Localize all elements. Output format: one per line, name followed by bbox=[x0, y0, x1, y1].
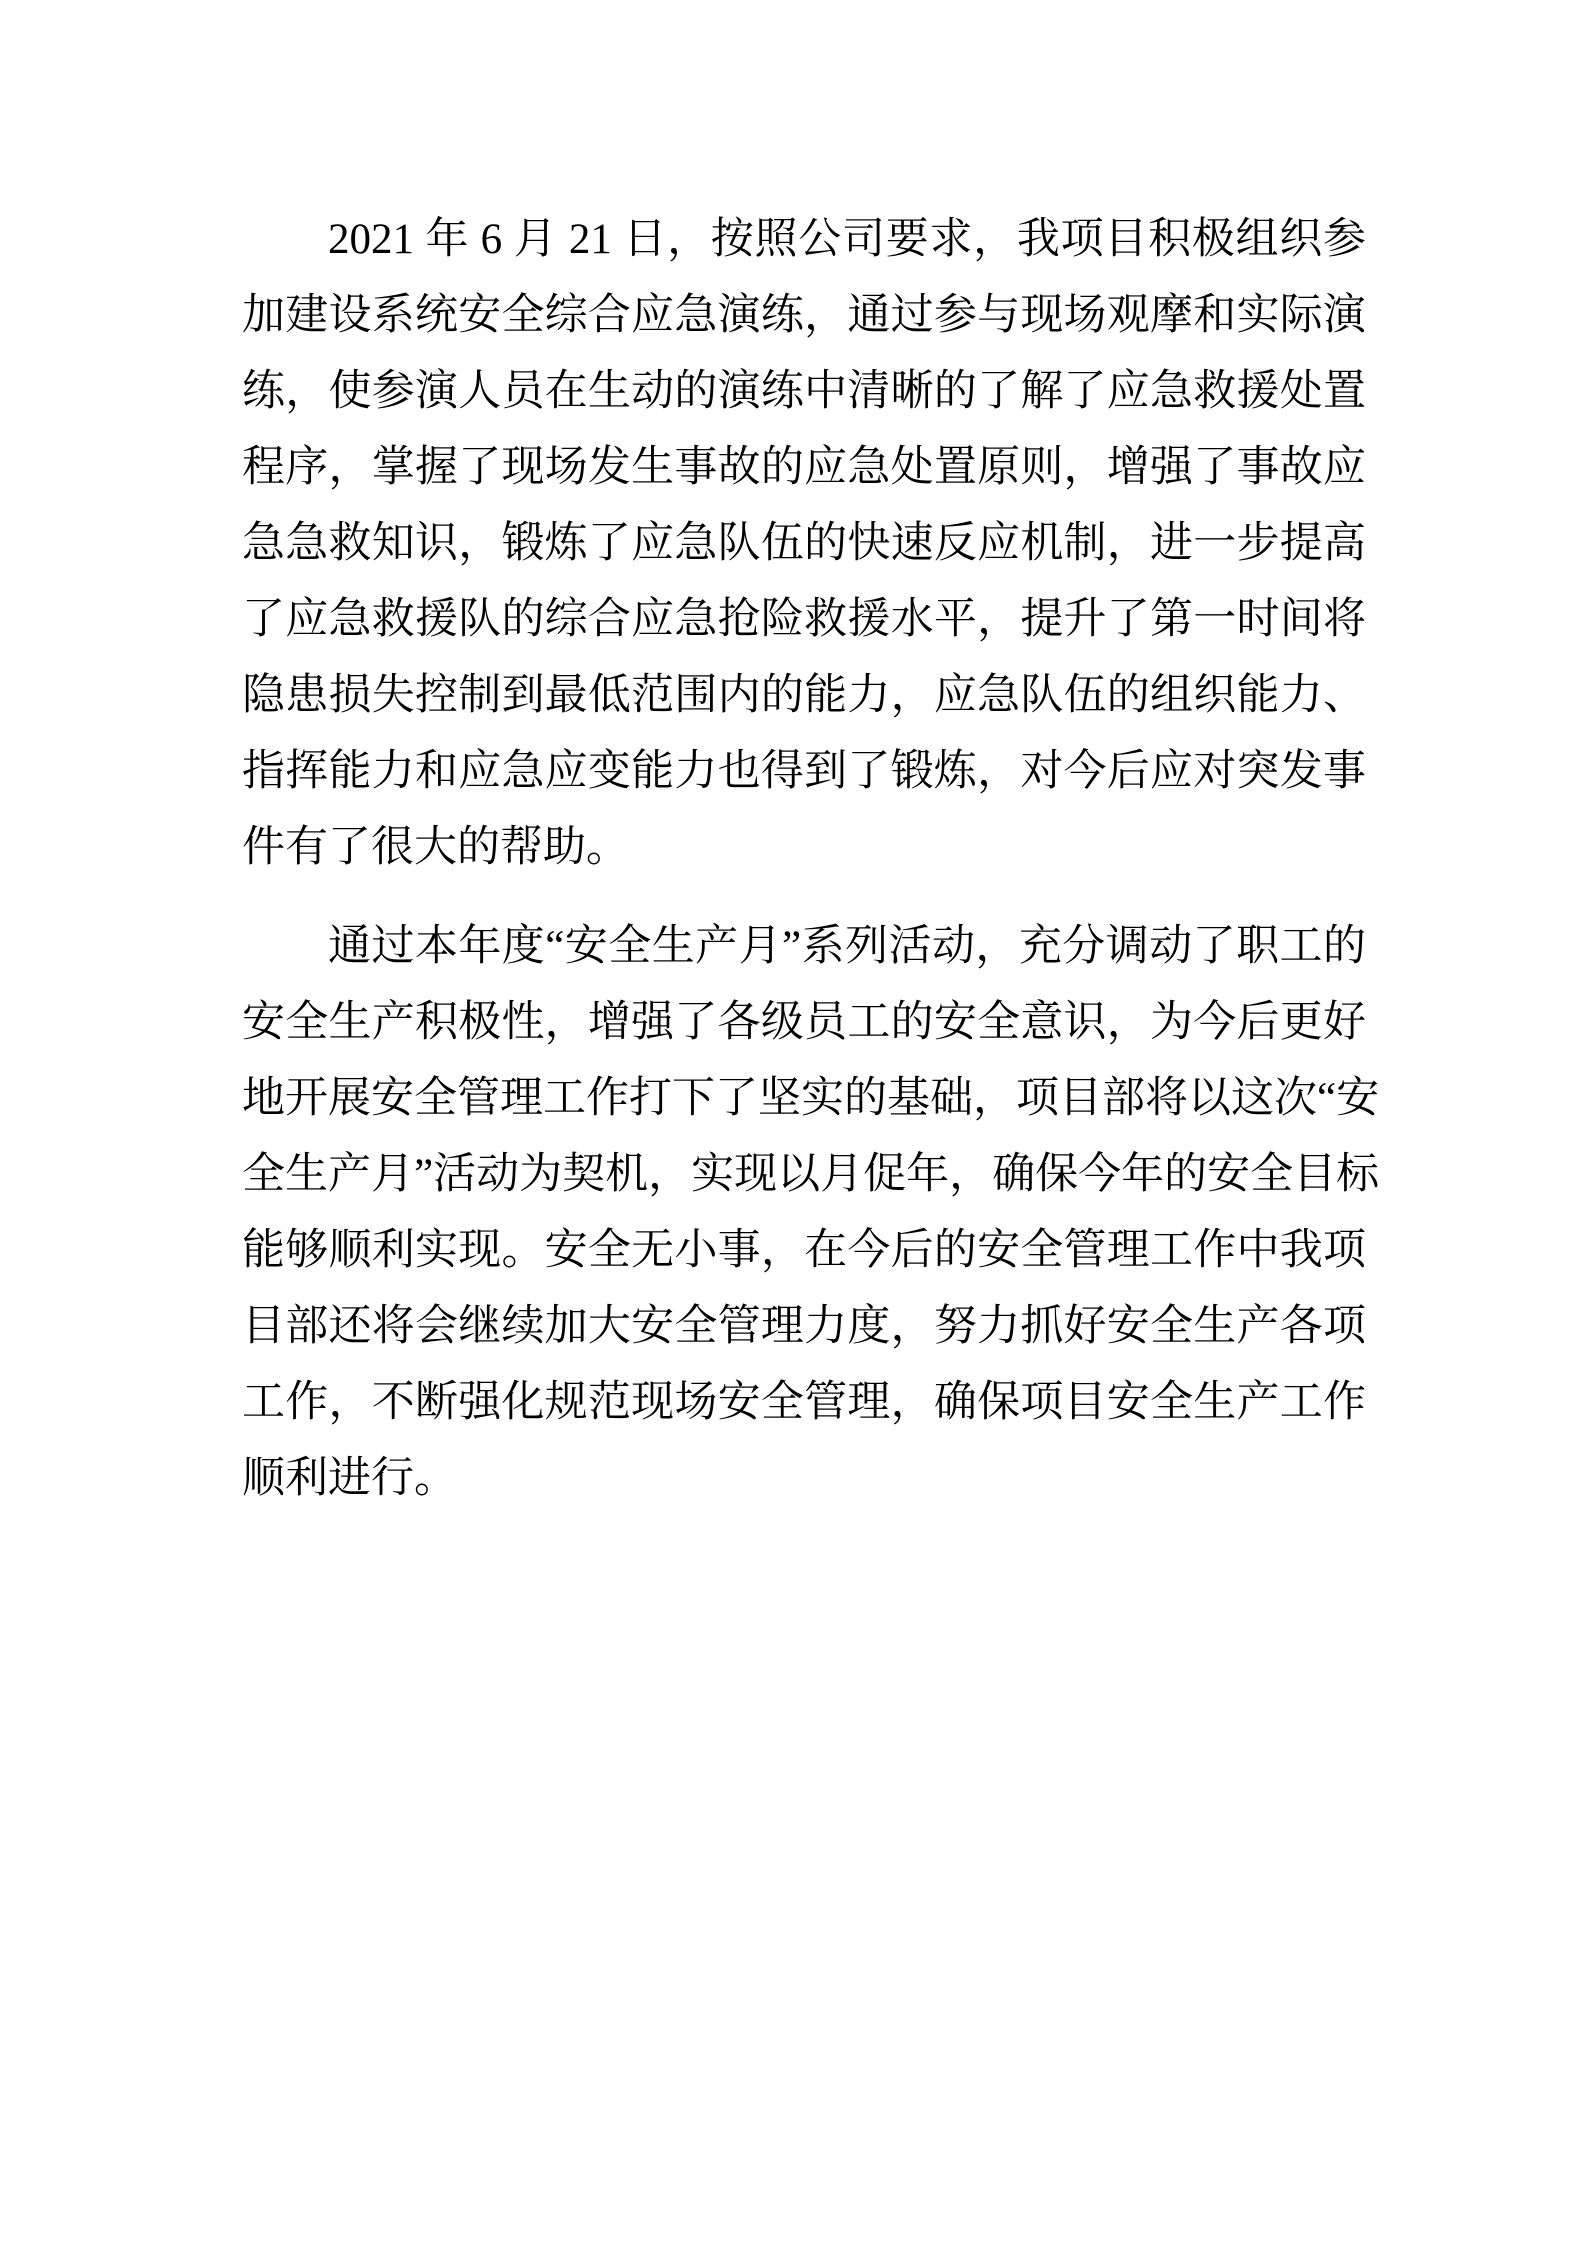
text-line: 通过本年度“安全生产月”系列活动，充分调动了职工的 bbox=[328, 923, 1366, 970]
text-line: 件有了很大的帮助。 bbox=[242, 824, 629, 871]
text-line: 地开展安全管理工作打下了坚实的基础，项目部将以这次“安 bbox=[242, 1075, 1380, 1122]
text-line: 程序，掌握了现场发生事故的应急处置原则，增强了事故应 bbox=[242, 444, 1366, 491]
text-line: 目部还将会继续加大安全管理力度，努力抓好安全生产各项 bbox=[242, 1303, 1366, 1350]
paragraph-safety-month-summary bbox=[242, 909, 1380, 1517]
text-line: 工作，不断强化规范现场安全管理，确保项目安全生产工作 bbox=[242, 1379, 1366, 1426]
text-line: 安全生产积极性，增强了各级员工的安全意识，为今后更好 bbox=[242, 999, 1366, 1046]
text-line: 了应急救援队的综合应急抢险救援水平，提升了第一时间将 bbox=[242, 596, 1366, 643]
paragraph-emergency-drill bbox=[242, 202, 1366, 886]
text-line: 急急救知识，锻炼了应急队伍的快速反应机制，进一步提高 bbox=[242, 520, 1366, 567]
document-page bbox=[242, 202, 1380, 1540]
text-line: 能够顺利实现。安全无小事，在今后的安全管理工作中我项 bbox=[242, 1227, 1366, 1274]
text-line: 隐患损失控制到最低范围内的能力，应急队伍的组织能力、 bbox=[242, 672, 1366, 719]
text-line: 全生产月”活动为契机，实现以月促年，确保今年的安全目标 bbox=[242, 1151, 1380, 1198]
text-line: 2021 年 6 月 21 日，按照公司要求，我项目积极组织参 bbox=[328, 216, 1366, 263]
text-line: 加建设系统安全综合应急演练，通过参与现场观摩和实际演 bbox=[242, 292, 1366, 339]
text-line: 顺利进行。 bbox=[242, 1455, 457, 1502]
text-line: 指挥能力和应急应变能力也得到了锻炼，对今后应对突发事 bbox=[242, 748, 1366, 795]
text-line: 练，使参演人员在生动的演练中清晰的了解了应急救援处置 bbox=[242, 368, 1366, 415]
